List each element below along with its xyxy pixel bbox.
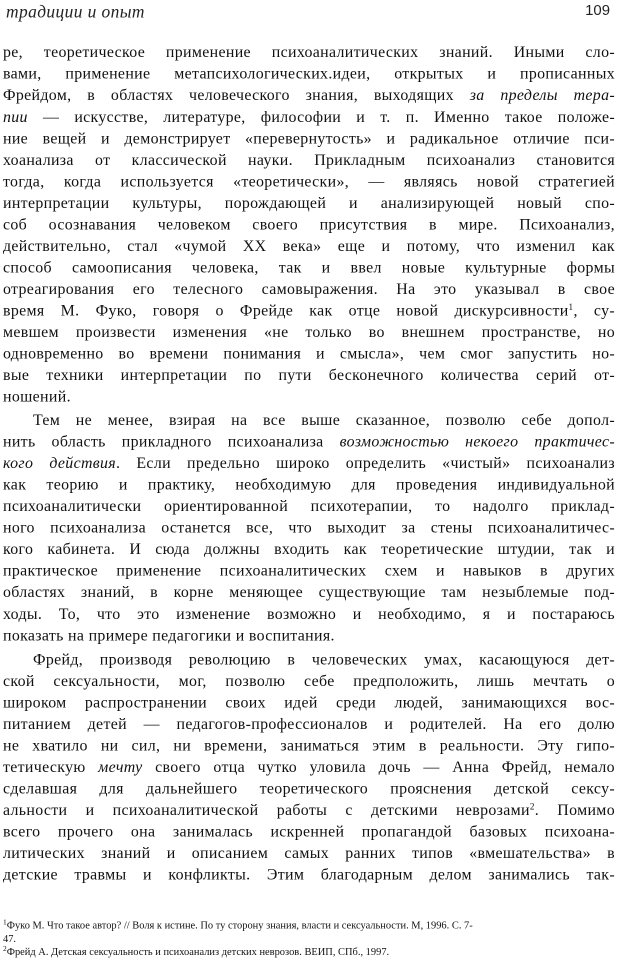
text-run: литических знаний и описанием самых ранних типов «вмешательства» в — [2, 844, 615, 863]
text-line — [3, 107, 615, 129]
footnote-mark: 1 — [2, 917, 7, 927]
footnote-2 — [3, 946, 615, 958]
italic-phrase: за пределы тера- — [469, 86, 615, 105]
text-run: своего отца чутко уловила дочь — Анна Фрейд, немало — [142, 758, 615, 777]
text-line: мевшем произвести изменения «не только во внешнем пространстве, но — [2, 323, 615, 342]
text-run: тетическую — [2, 758, 99, 777]
text-line: отреагирования его телесного самовыражения. На это указывал в свое — [2, 280, 615, 299]
text-line: одновременно во времени понимания и смысла», чем смог запустить но- — [2, 345, 615, 363]
text-line: психоаналитически ориентированной психотерапии, то надолго приклад- — [2, 497, 615, 516]
text-line: ношений. — [2, 388, 71, 406]
text-run: нить область прикладного психоанализа — [2, 433, 340, 451]
text-line — [3, 432, 615, 454]
text-line: хоанализа от классической науки. Прикладным психоанализ становится — [2, 151, 615, 169]
italic-phrase: мечту — [98, 758, 143, 777]
footnote-ref-1[interactable]: 1 — [568, 302, 574, 313]
text-line: вые техники интерпретации по пути бесконечного количества серий от- — [2, 366, 615, 385]
italic-phrase: возможностью некоего практичес- — [339, 433, 615, 451]
text-line: показать на примере педагогики и воспитания. — [2, 627, 335, 645]
text-line: ние вещей и демонстрирует «перевернутость» и радикальное отличие пси- — [2, 130, 615, 148]
italic-phrase: пии — [2, 108, 28, 126]
text-line — [3, 301, 615, 323]
text-run: — искусстве, литературе, философии и т. п. Именно такое положе- — [27, 108, 615, 126]
text-line — [3, 865, 615, 887]
text-line: практическое применение психоаналитических схем и навыков в других — [2, 562, 615, 580]
text-line: Фрейд, производя революцию в человеческих умах, касающуюся дет- — [32, 651, 615, 669]
text-line: как теорию и практику, необходимую для проведения индивидуальной — [2, 476, 615, 494]
text-line — [3, 843, 615, 865]
text-line — [3, 822, 615, 844]
footnote-text: Фуко М. Что такое автор? // Воля к истине. По ту сторону знания, власти и сексуальности. М, 1996. С. 7- — [6, 919, 473, 932]
text-line: не хватило ни сил, ни времени, заниматься этим в реальности. Эту гипо- — [2, 737, 615, 755]
text-line: действительно, стал «чумой XX века» еще и потому, что изменил как — [2, 237, 615, 256]
text-line: кого кабинета. И сюда должны входить как теоретические штудии, так и — [2, 540, 615, 559]
text-run: всего прочего она занималась искренней пропагандой базовых психоана- — [2, 823, 615, 841]
text-line: интерпретации культуры, порождающей и анализирующей новый спо- — [2, 194, 615, 213]
text-run: альности и психоаналитической работы с детскими неврозами — [2, 801, 530, 820]
text-run: сделавшая для дальнейшего теоретического прояснения детской сексу- — [2, 780, 615, 798]
text-line: питанием детей — педагогов-профессионалов и родителей. На его долю — [2, 715, 615, 734]
text-line: ре, теоретическое применение психоаналитических знаний. Иными сло- — [2, 43, 615, 62]
italic-phrase: кого действия — [2, 454, 116, 473]
text-run: . Если предельно широко определить «чистый» психоанализ — [115, 454, 615, 473]
text-line: Тем не менее, взирая на все выше сказанное, позволю себе допол- — [32, 411, 615, 430]
text-line: ской сексуальности, мог, позволю себе предположить, лишь мечтать о — [2, 672, 615, 690]
text-line: вами, применение метапсихологических.идеи, открытых и прописанных — [2, 65, 615, 83]
text-line: соб осознавания человеком своего присутствия в мире. Психоанализ, — [2, 216, 615, 234]
text-line — [3, 757, 615, 779]
text-line: ного психоанализа останется все, что выходит за стены психоаналитичес- — [2, 519, 615, 537]
text-run: . Помимо — [534, 801, 615, 820]
footnote-1 — [3, 919, 615, 931]
footnote-1-continuation — [3, 933, 615, 945]
text-run: время М. Фуко, говоря о Фрейде как отце новой дискурсивности — [2, 302, 569, 320]
footnote-text: Фрейд А. Детская сексуальность и психоанализ детских неврозов. ВЕИП, СПб., 1997. — [6, 945, 390, 958]
text-line: способ самоописания человека, так и ввел новые культурные формы — [2, 259, 615, 277]
running-head: традиции и опыт — [5, 1, 145, 22]
text-line — [3, 453, 615, 475]
text-run: , су- — [573, 302, 615, 320]
text-line: ходы. То, что это изменение возможно и необходимо, я и постараюсь — [2, 605, 615, 623]
footnote-mark: 2 — [2, 944, 7, 953]
footnote-ref-2[interactable]: 2 — [529, 801, 535, 812]
page-number: 109 — [585, 1, 610, 19]
text-line: областях знаний, в корне меняющее существующие там незыблемые под- — [2, 583, 615, 602]
text-line — [3, 85, 615, 107]
text-line — [3, 800, 615, 822]
footnote-text: 47. — [2, 932, 17, 945]
text-line: широком распространении своих идей среди людей, занимающихся вос- — [2, 694, 615, 712]
text-line — [3, 779, 615, 801]
text-line: тогда, когда используется «теоретически», — являясь новой стратегией — [2, 173, 615, 191]
text-run: Фрейдом, в областях человеческого знания, выходящих — [2, 86, 470, 105]
text-run: детские травмы и конфликты. Этим благодарным делом занимались так- — [2, 866, 615, 884]
